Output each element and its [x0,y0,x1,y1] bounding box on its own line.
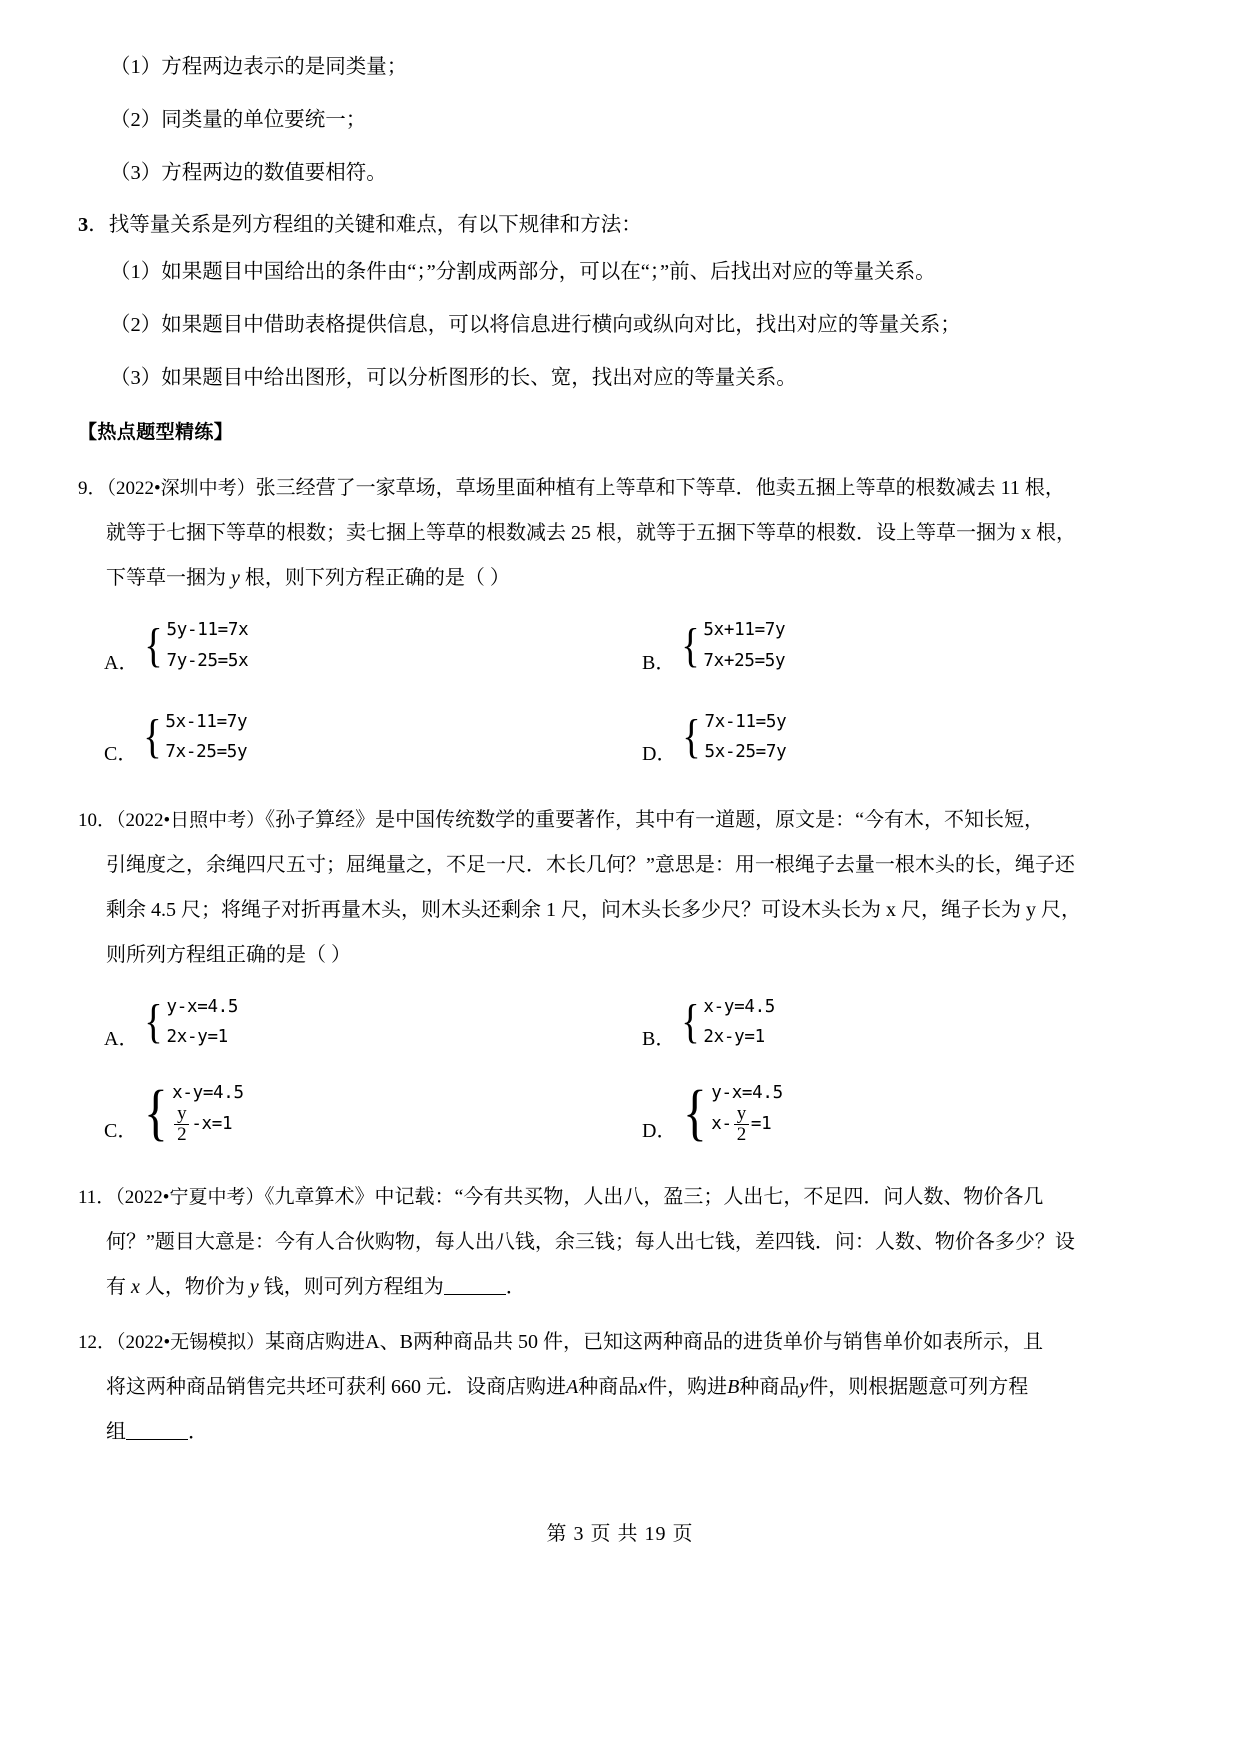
option-b-equation-1: 5x+11=7y [703,620,786,641]
option-b-system [679,615,785,676]
question-9-options [78,615,1162,768]
page-footer: 第 3 页 共 19 页 [546,1523,694,1545]
question-10-line-4: 则所列方程组正确的是（ ） [106,943,351,966]
question-10-options [78,992,1162,1148]
question-10-option-b[interactable] [620,992,1162,1053]
question-11-line-3-post: 钱，则可列方程组为 [258,1275,444,1298]
option-a-equations [167,992,239,1053]
option-a-equation-1: 5y-11=7x [166,620,249,641]
option-d-equations [705,707,787,768]
question-11-line-3 [78,1265,1162,1310]
question-12-line-2 [78,1365,1162,1410]
intro-bullet-2: （2）同类量的单位要统一； [110,108,367,131]
question-12-line-1: 某商店购进A、B两种商品共 50 件，已知这两种商品的进货单价与销售单价如表所示，且 [265,1330,1043,1353]
question-9-option-b[interactable] [620,615,1162,676]
question-10-option-d[interactable] [620,1079,1162,1148]
left-brace-icon: { [144,1079,169,1148]
question-12-line-2-e: 件，则根据题意可列方程 [808,1375,1029,1398]
rule-heading [78,210,1162,241]
question-12 [78,1320,1162,1455]
option-a-label: A． [104,1028,139,1050]
fraction [174,1104,189,1145]
option-c-system [141,707,247,768]
question-12-variable-a: A [566,1375,579,1398]
option-a-equation-1: y-x=4.5 [166,996,239,1017]
question-11 [78,1175,1162,1310]
option-d-equation-1: 7x-11=5y [704,711,787,732]
option-b-label: B． [642,1028,676,1050]
option-c-frac-suffix: -x=1 [191,1113,233,1134]
option-d-label: D． [642,742,677,765]
option-b-equations [703,992,775,1053]
question-12-line-3-end: ． [188,1420,208,1443]
rule-item-3: （3）如果题目中给出图形，可以分析图形的长、宽，找出对应的等量关系。 [110,366,797,389]
option-c-equation-2 [172,1104,244,1145]
question-10-line-1: 《孙子算经》是中国传统数学的重要著作，其中有一道题，原文是：“今有木，不知长短， [265,808,1045,831]
rule-list [78,257,1162,393]
option-c-equation-1: 5x-11=7y [165,711,248,732]
option-d-equation-2: 5x-25=7y [704,742,787,763]
question-12-variable-x: x [638,1375,648,1398]
option-c-label: C． [104,1119,138,1142]
question-11-number: 11． [78,1186,116,1208]
option-b-system [679,992,775,1053]
option-a-system [142,992,238,1053]
option-d-label: D． [642,1119,677,1142]
left-brace-icon: { [683,1079,708,1148]
question-9-options-row-1 [78,615,1162,676]
fraction-numerator: y [177,1103,187,1124]
question-12-variable-b: B [727,1375,740,1398]
question-9 [78,466,1162,768]
question-9-line-3 [78,556,1162,601]
question-10-source: （2022•日照中考） [116,809,266,831]
question-11-variable-x: x [131,1275,140,1298]
question-9-option-c[interactable] [78,707,620,768]
intro-bullet-1: （1）方程两边表示的是同类量； [110,56,408,78]
fraction [734,1104,749,1145]
question-11-answer-blank[interactable] [444,1294,506,1295]
question-11-line-3-mid: 人，物价为 [139,1275,250,1298]
question-12-text [78,1320,1162,1455]
option-b-equation-2: 7x+25=5y [703,650,786,671]
question-10-option-a[interactable] [78,992,620,1053]
section-heading: 【热点题型精练】 [78,422,234,444]
question-12-line-2-b: 种商品 [578,1375,639,1398]
rule-item-1: （1）如果题目中国给出的条件由“；”分割成两部分，可以在“；”前、后找出对应的等量关系。 [110,261,936,283]
question-11-variable-y: y [249,1275,259,1298]
question-10-line-2: 引绳度之，余绳四尺五寸；屈绳量之，不足一尺．木长几何？”意思是：用一根绳子去量一根木头的长，绳子还 [106,853,1075,876]
question-12-number: 12． [78,1331,117,1353]
question-11-source: （2022•宁夏中考） [115,1186,265,1208]
option-a-equation-2: 7y-25=5x [166,650,249,671]
question-9-number: 9． [78,478,107,500]
question-12-source: （2022•无锡模拟） [116,1331,266,1353]
option-a-label: A． [104,651,139,674]
left-brace-icon: { [681,618,701,672]
question-12-line-2-c: 件，购进 [647,1375,728,1398]
question-9-option-d[interactable] [620,707,1162,768]
option-d-equation-2 [711,1104,783,1145]
rule-heading-text: ．找等量关系是列方程组的关键和难点，有以下规律和方法： [88,214,642,237]
option-c-equation-1: x-y=4.5 [172,1083,244,1103]
question-9-line-2: 就等于七捆下等草的根数；卖七捆上等草的根数减去 25 根，就等于五捆下等草的根数．设上等草一捆为 x 根， [106,522,1076,545]
question-12-line-3 [78,1410,1162,1455]
fraction-denominator: 2 [174,1124,189,1145]
question-9-options-row-2 [78,707,1162,768]
question-9-variable-y: y [231,567,240,590]
left-brace-icon: { [681,995,701,1049]
fraction-numerator: y [736,1103,746,1124]
question-10 [78,798,1162,1148]
question-12-line-3-text: 组 [106,1420,126,1443]
question-10-line-3: 剩余 4.5 尺；将绳子对折再量木头，则木头还剩余 1 尺，问木头长多少尺？可设木头长为 x 尺，绳子长为 y 尺， [106,898,1081,921]
question-9-text [78,466,1162,601]
option-d-frac-suffix: =1 [750,1113,772,1134]
option-a-equation-2: 2x-y=1 [166,1027,228,1048]
question-11-line-1: 《九章算术》中记载：“今有共买物，人出八，盈三；人出七，不足四．问人数、物价各几 [264,1185,1044,1208]
fraction-denominator: 2 [734,1124,749,1145]
option-b-equation-2: 2x-y=1 [703,1027,765,1048]
question-9-line-1: 张三经营了一家草场，草场里面种植有上等草和下等草．他卖五捆上等草的根数减去 11 根， [255,477,1065,500]
option-a-system [142,615,248,676]
question-11-text [78,1175,1162,1310]
question-11-line-3-pre: 有 [106,1275,131,1298]
question-11-line-3-end: ． [505,1275,526,1298]
intro-bullet-list [78,52,1162,188]
option-d-frac-prefix: x- [711,1113,732,1134]
option-c-label: C． [104,742,138,765]
question-12-answer-blank[interactable] [126,1439,188,1440]
option-d-equation-1: y-x=4.5 [711,1083,783,1103]
intro-bullet-3: （3）方程两边的数值要相符。 [110,161,387,184]
option-d-system [680,707,786,768]
rule-item-2: （2）如果题目中借助表格提供信息，可以将信息进行横向或纵向对比，找出对应的等量关系； [110,313,961,336]
question-9-option-a[interactable] [78,615,620,676]
left-brace-icon: { [143,710,163,764]
question-11-line-2: 何？”题目大意是：今有人合伙购物，每人出八钱，余三钱；每人出七钱，差四钱．问：人数、物价各多少？设 [106,1230,1075,1253]
question-10-text [78,798,1162,978]
left-brace-icon: { [144,618,164,672]
option-c-equation-2: 7x-25=5y [165,742,248,763]
question-9-line-3-pre: 下等草一捆为 [106,567,231,590]
question-10-options-row-2 [78,1079,1162,1148]
question-12-line-2-a: 将这两种商品销售完共坯可获利 660 元．设商店购进 [106,1375,566,1398]
question-10-options-row-1 [78,992,1162,1053]
question-9-source: （2022•深圳中考） [106,478,256,500]
option-b-equation-1: x-y=4.5 [703,996,776,1017]
option-b-equations [703,615,785,676]
option-d-system [680,1079,783,1148]
left-brace-icon: { [682,710,702,764]
left-brace-icon: { [144,995,164,1049]
option-d-equations [711,1083,783,1145]
question-10-number: 10． [78,809,117,831]
question-9-line-3-post: 根，则下列方程正确的是（ ） [239,567,510,590]
question-12-line-2-d: 种商品 [739,1375,800,1398]
question-12-variable-y: y [799,1375,809,1398]
option-a-equations [167,615,249,676]
option-c-equations [165,707,247,768]
question-10-option-c[interactable] [78,1079,620,1148]
option-c-equations [172,1083,244,1145]
rule-heading-number: 3 [78,214,89,237]
option-c-system [141,1079,244,1148]
option-b-label: B． [642,651,676,674]
